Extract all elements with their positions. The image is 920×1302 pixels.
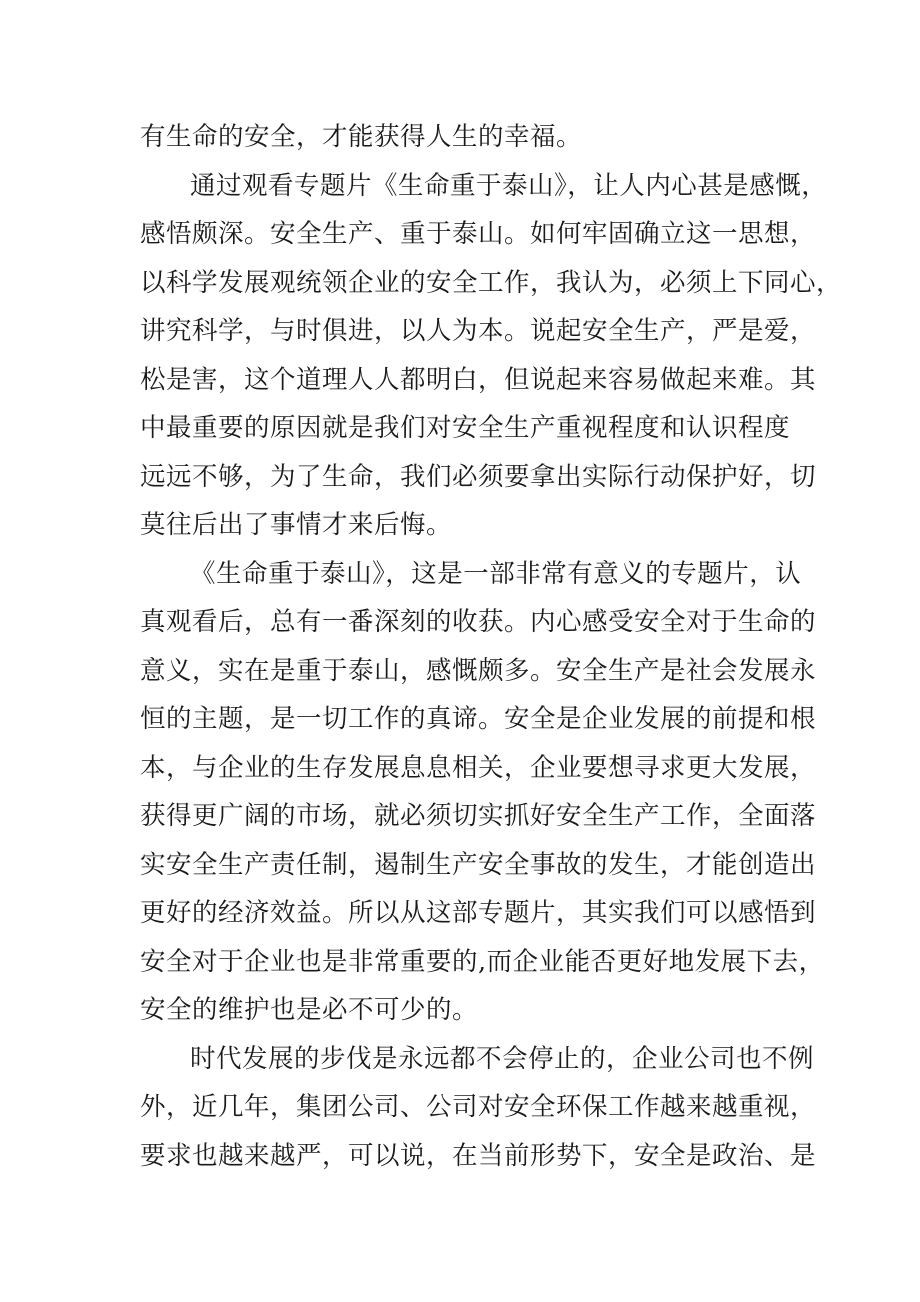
text-line: 意义，实在是重于泰山，感慨颇多。安全生产是社会发展永	[140, 655, 817, 686]
text-line: 感悟颇深。安全生产、重于泰山。如何牢固确立这一思想，	[140, 219, 817, 249]
text-line: 远远不够，为了生命，我们必须要拿出实际行动保护好，切	[140, 461, 817, 492]
text-line: 讲究科学，与时俱进，以人为本。说起安全生产，严是爱，	[140, 316, 817, 346]
text-line: 以科学发展观统领企业的安全工作，我认为，必须上下同心，	[140, 267, 843, 298]
text-line: 实安全生产责任制，遏制生产安全事故的发生，才能创造出	[140, 849, 817, 880]
text-line: 要求也越来越严，可以说，在当前形势下，安全是政治、是	[140, 1140, 817, 1171]
text-line: 松是害，这个道理人人都明白，但说起来容易做起来难。其	[140, 364, 817, 395]
text-line: 更好的经济效益。所以从这部专题片，其实我们可以感悟到	[140, 898, 817, 928]
text-line: 外，近几年，集团公司、公司对安全环保工作越来越重视，	[140, 1092, 817, 1122]
text-line: 安全对于企业也是非常重要的,而企业能否更好地发展下去，	[140, 946, 825, 977]
text-line: 获得更广阔的市场，就必须切实抓好安全生产工作，全面落	[140, 801, 817, 831]
text-line: 恒的主题，是一切工作的真谛。安全是企业发展的前提和根	[140, 704, 817, 734]
paragraph-start-line: 《生命重于泰山》，这是一部非常有意义的专题片，认	[190, 558, 802, 589]
text-line: 安全的维护也是必不可少的。	[140, 995, 479, 1025]
document-body	[140, 113, 843, 1180]
text-line: 本，与企业的生存发展息息相关，企业要想寻求更大发展，	[140, 752, 817, 783]
paragraph-start-line: 时代发展的步伐是永远都不会停止的，企业公司也不例	[190, 1043, 815, 1074]
text-line: 有生命的安全，才能获得人生的幸福。	[140, 122, 583, 152]
paragraph-start-line: 通过观看专题片《生命重于泰山》，让人内心甚是感慨，	[190, 170, 828, 201]
text-line: 莫往后出了事情才来后悔。	[140, 510, 453, 540]
text-line: 真观看后，总有一番深刻的收获。内心感受安全对于生命的	[140, 607, 817, 637]
text-line: 中最重要的原因就是我们对安全生产重视程度和认识程度	[140, 413, 791, 443]
